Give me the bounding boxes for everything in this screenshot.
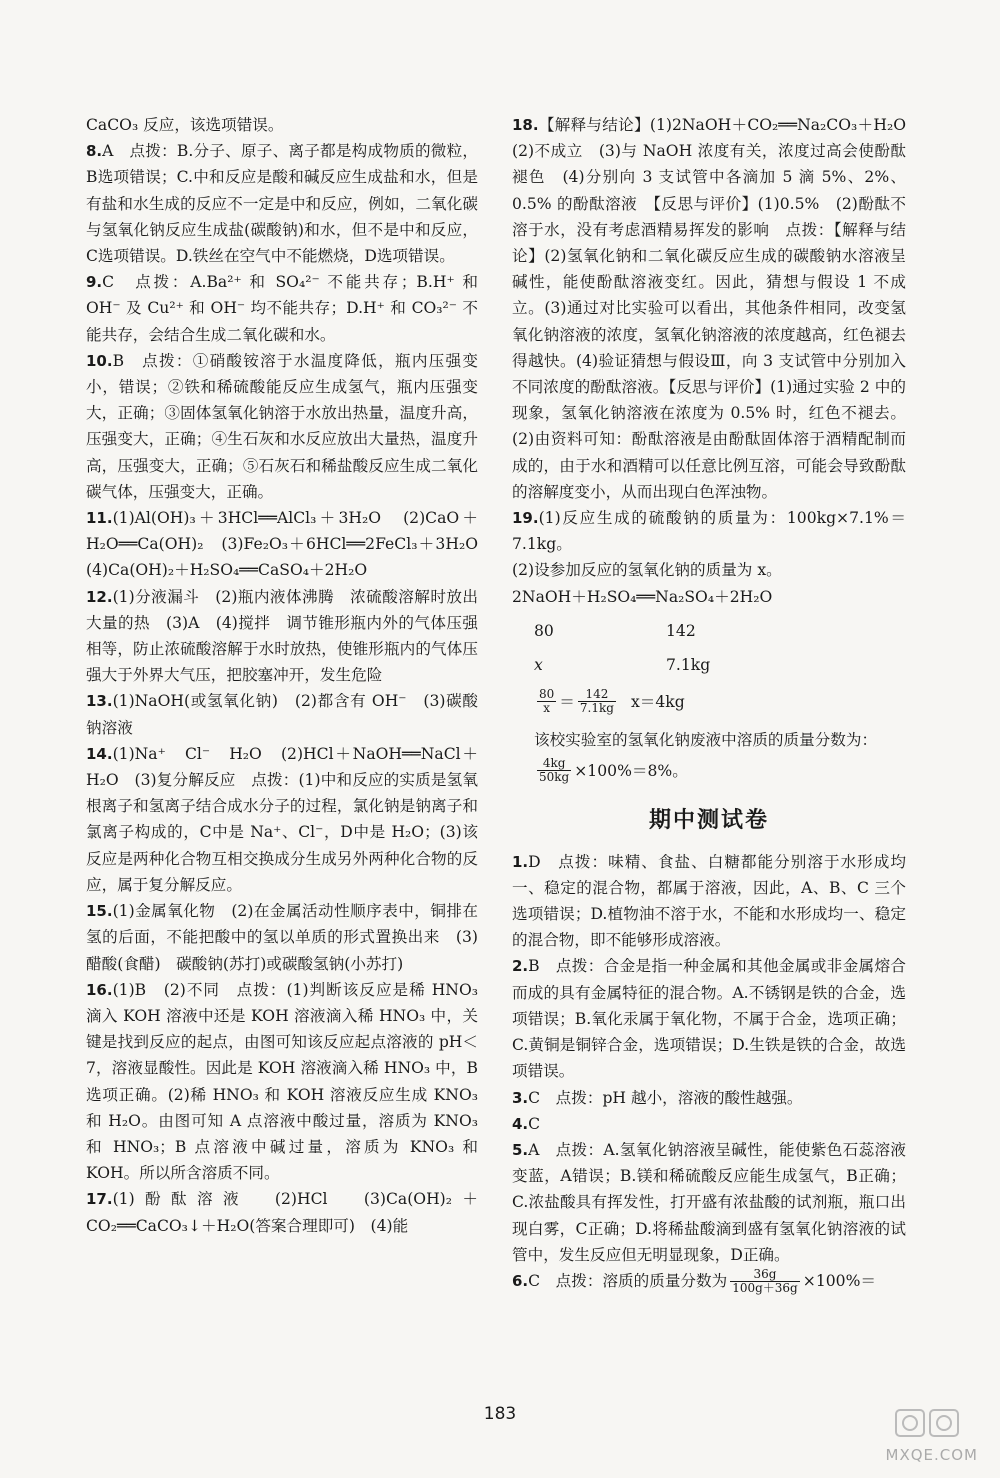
answer-item (86, 269, 478, 348)
test-answer-item (512, 849, 906, 954)
test-answer-item (512, 1268, 906, 1296)
answer-text: C (528, 1114, 541, 1133)
answer-text: (1)B (2)不同 点拨：(1)判断该反应是稀 HNO₃ 滴入 KOH 溶液中还是 KOH 溶液滴入稀 HNO₃ 中，关键是找到反应的起点，由图可知该反应起点溶液的 pH＜7，溶液显酸性。因此是 KOH 溶液滴入稀 HNO₃ 中，B选项正确。(2)稀 HNO₃ 和 KOH 溶液反应生成 KNO₃ 和 H₂O。由图可知 A 点溶液中酸过量，溶质为 KNO₃ 和 HNO₃；B 点溶液中碱过量，溶质为 KNO₃ 和 KOH。所以所含溶质不同。 (86, 980, 478, 1183)
answer-item (86, 688, 478, 740)
item-number: 12. (86, 587, 113, 606)
ratio-left: $\frac{80}{x}$ (539, 687, 555, 716)
answer-item (86, 1186, 478, 1238)
answer-text: C 点拨：pH 越小，溶液的酸性越强。 (528, 1088, 803, 1107)
item-number: 6. (512, 1271, 529, 1290)
answer-text: CaCO₃ 反应，该选项错误。 (86, 116, 284, 134)
ratio-right: $\frac{142}{7.1kg}$ (579, 687, 614, 716)
item-number: 14. (86, 744, 113, 763)
answer-text: B 点拨：①硝酸铵溶于水温度降低，瓶内压强变小，错误；②铁和稀硫酸能反应生成氢气，瓶内压强变大，正确；③固体氢氧化钠溶于水放出热量，温度升高，压强变大，正确；④生石灰和水反应放出大量热，温度升高，压强变大，正确；⑤石灰石和稀盐酸反应生成二氧化碳气体，压强变大，正确。 (86, 351, 478, 501)
item-number: 15. (86, 902, 113, 921)
mass-row (512, 652, 906, 678)
item-number: 19. (512, 509, 539, 528)
item-number: 17. (86, 1190, 113, 1209)
test-items (512, 849, 906, 1296)
molar-mass-na2so4: 142 (666, 621, 696, 640)
test-answer-item (512, 1137, 906, 1268)
answer-19 (512, 505, 906, 557)
item-number: 2. (512, 957, 529, 976)
answer-text: (1)Al(OH)₃＋3HCl══AlCl₃＋3H₂O (2)CaO＋H₂O══Ca(OH)₂ (3)Fe₂O₃＋6HCl══2FeCl₃＋3H₂O (4)Ca(OH)₂＋H₂SO₄══CaSO₄＋2H₂O (86, 509, 494, 580)
answer-text: 【解释与结论】(1)2NaOH＋CO₂══Na₂CO₃＋H₂O (2)不成立 (3)与 NaOH 浓度有关，浓度过高会使酚酞褪色 (4)分别向 3 支试管中各滴加 5 滴 5%、2%、0.5% 的酚酞溶液 【反思与评价】(1)0.5% (2)酚酞不溶于水，没有考虑酒精易挥发的影响 点拨：【解释与结论】(2)氢氧化钠和二氧化碳反应生成的碳酸钠水溶液呈碱性，能使酚酞溶液变红。因此，猜想与假设 1 不成立。(3)通过对比实验可以看出，其他条件相同，改变氢氧化钠溶液的浓度，氢氧化钠溶液的浓度越高，红色褪去得越快。(4)验证猜想与假设Ⅲ，向 3 支试管中分别加入不同浓度的酚酞溶液。【反思与评价】(1)通过实验 2 中的现象，氢氧化钠溶液在浓度为 0.5% 时，红色不褪去。(2)由资料可知：酚酞溶液是由酚酞固体溶于酒精配制而成的，由于水和酒精可以任意比例互溶，可能会导致酚酞的溶解度变小，从而出现白色浑浊物。 (512, 116, 922, 501)
fraction-numerator: 36g (730, 1268, 800, 1282)
item-number: 10. (86, 351, 113, 370)
item-number: 9. (86, 273, 103, 292)
fraction-tail: ×100%＝8%。 (574, 761, 688, 780)
test-answer-item (512, 953, 906, 1084)
item-number: 11. (86, 509, 113, 528)
right-column (512, 112, 922, 1296)
answer-text: C 点拨：溶质的质量分数为 (528, 1271, 728, 1290)
item-number: 13. (86, 692, 113, 711)
fraction (730, 1268, 800, 1295)
answer-item (86, 138, 478, 269)
answer-text: B 点拨：合金是指一种金属和其他金属或非金属熔合而成的具有金属特征的混合物。A.不锈钢是铁的合金，选项错误；B.氧化汞属于氧化物，不属于合金，选项正确；C.黄铜是铜锌合金，选项错误；D.生铁是铁的合金，故选项错误。 (512, 957, 906, 1081)
conclusion-calc (512, 757, 906, 784)
item-number: 8. (86, 142, 103, 161)
item-number: 18. (512, 116, 539, 134)
answer-text: C 点拨：A.Ba²⁺ 和 SO₄²⁻ 不能共存；B.H⁺ 和 OH⁻ 及 Cu²⁺ 和 OH⁻ 均不能共存；D.H⁺ 和 CO₃²⁻ 不能共存，会结合生成二氧化碳和水。 (86, 273, 478, 344)
answer-text: (1)Na⁺ Cl⁻ H₂O (2)HCl＋NaOH══NaCl＋H₂O (3)复分解反应 点拨：(1)中和反应的实质是氢氧根离子和氢离子结合成水分子的过程，氯化钠是钠离子和氯离子构成的，C中是 Na⁺、Cl⁻，D中是 H₂O；(3)该反应是两种化合物互相交换成分生成另外两种化合物的反应，属于复分解反应。 (86, 744, 478, 894)
answer-item (86, 584, 478, 689)
answer-item (86, 977, 478, 1187)
item-number: 5. (512, 1140, 529, 1159)
item-number: 3. (512, 1088, 529, 1107)
item-number: 16. (86, 980, 113, 999)
answer-text-tail: ×100%＝ (802, 1271, 876, 1290)
fraction-denominator: 100g＋36g (732, 1281, 798, 1296)
answer-text: (1)反应生成的硫酸钠的质量为：100kg×7.1%＝7.1kg。 (512, 509, 906, 554)
answer-text: (1)金属氧化物 (2)在金属活动性顺序表中，铜排在氢的后面，不能把酸中的氢以单质的形式置换出来 (3)醋酸(食醋) 碳酸钠(苏打)或碳酸氢钠(小苏打) (86, 902, 478, 973)
answer-text: A 点拨：A.氢氧化钠溶液呈碱性，能使紫色石蕊溶液变蓝，A错误；B.镁和稀硫酸反应能生成氢气，B正确；C.浓盐酸具有挥发性，打开盛有浓盐酸的试剂瓶，瓶口出现白雾，C正确；D.将稀盐酸滴到盛有氢氧化钠溶液的试管中，发生反应但无明显现象，D正确。 (512, 1140, 906, 1264)
answer-stamp-logo (858, 1406, 978, 1466)
answer-text: A 点拨：B.分子、原子、离子都是构成物质的微粒，B选项错误；C.中和反应是酸和碱反应生成盐和水，但是有盐和水生成的反应不一定是中和反应，例如，二氧化碳与氢氧化钠反应生成盐(碳酸钠)和水，但不是中和反应，C选项错误。D.铁丝在空气中不能燃烧，D选项错误。 (86, 142, 478, 266)
left-column (86, 112, 494, 1239)
watermark-logo-icon (858, 1406, 978, 1446)
test-answer-item (512, 1085, 906, 1111)
answer-text: (1)分液漏斗 (2)瓶内液体沸腾 浓硫酸溶解时放出大量的热 (3)A (4)搅拌 调节锥形瓶内外的气体压强相等，防止浓硫酸溶解于水时放热，使锥形瓶内的气体压强大于外界大气压，把胶塞冲开，发生危险 (86, 587, 478, 685)
answer-item (86, 898, 478, 977)
answer-item (86, 505, 494, 584)
page-number: 183 (483, 1404, 517, 1424)
equals-sign: ＝ (559, 692, 575, 711)
answer-item (86, 348, 478, 505)
answer-text: (1)NaOH(或氢氧化钠) (2)都含有 OH⁻ (3)碳酸钠溶液 (86, 692, 478, 737)
answer-19-line2: (2)设参加反应的氢氧化钠的质量为 x。 (512, 561, 782, 580)
test-answer-item (512, 1111, 906, 1137)
mass-na2so4: 7.1kg (666, 656, 711, 675)
answer-item (86, 112, 478, 138)
mass-x: x (534, 656, 543, 675)
ratio-row (512, 688, 906, 715)
watermark-text: MXQE.COM (885, 1446, 978, 1464)
answer-item (86, 741, 478, 898)
chemical-equation: 2NaOH＋H₂SO₄══Na₂SO₄＋2H₂O (512, 587, 773, 606)
answer-text: (1)酚酞溶液 (2)HCl (3)Ca(OH)₂＋CO₂══CaCO₃↓＋H₂O(答案合理即可) (4)能 (86, 1190, 478, 1235)
item-number: 1. (512, 852, 529, 871)
conclusion-text: 该校实验室的氢氧化钠废液中溶质的质量分数为： (534, 731, 878, 750)
item-number: 4. (512, 1114, 529, 1133)
section-title: 期中测试卷 (648, 808, 769, 834)
molar-mass-row (512, 618, 906, 644)
result-x: x＝4kg (630, 692, 685, 711)
molar-mass-naoh: 80 (534, 621, 554, 640)
fraction: $\frac{4kg}{50kg}$ (539, 756, 570, 785)
answer-18 (512, 112, 922, 505)
answer-text: D 点拨：味精、食盐、白糖都能分别溶于水形成均一、稳定的混合物，都属于溶液，因此，A、B、C 三个选项错误；D.植物油不溶于水，不能和水形成均一、稳定的混合物，即不能够形成溶液。 (512, 852, 906, 950)
